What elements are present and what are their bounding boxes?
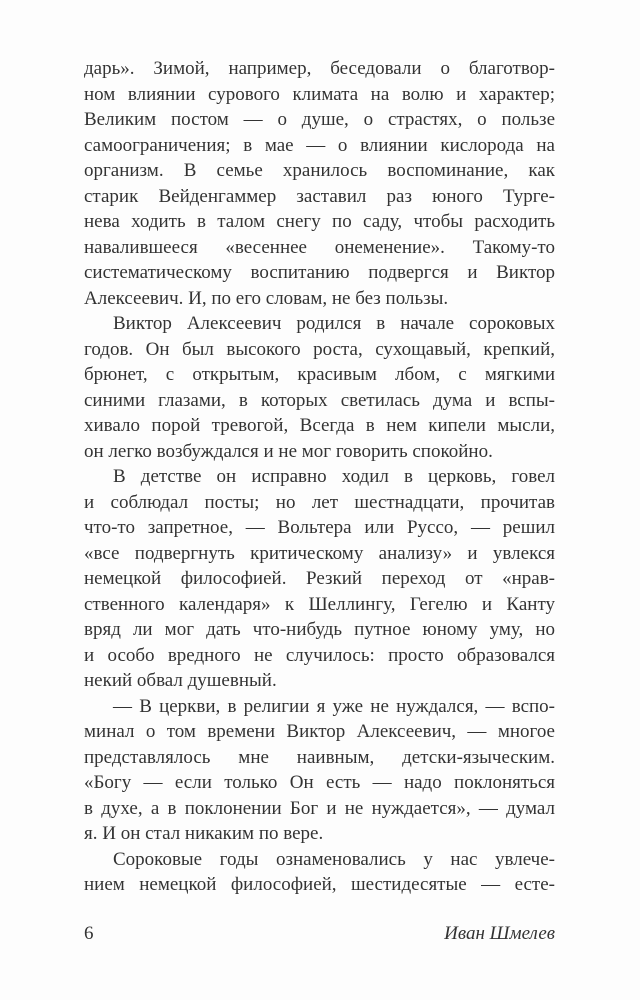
body-text (84, 56, 555, 898)
text-line: нева ходить в талом снегу по саду, чтобы расходить (84, 211, 555, 232)
text-line: дарь». Зимой, например, беседовали о благотвор- (84, 58, 555, 79)
text-line: что-то запретное, — Вольтера или Руссо, — решил (84, 517, 555, 538)
text-line: годов. Он был высокого роста, сухощавый, крепкий, (84, 338, 555, 360)
text-line: минал о том времени Виктор Алексеевич, — многое (84, 721, 555, 742)
text-line: Алексеевич. И, по его словам, не без пользы. (84, 287, 449, 309)
text-line: и особо вредного не случилось: просто образовался (84, 644, 555, 666)
text-line: он легко возбуждался и не мог говорить спокойно. (84, 440, 493, 462)
text-line: «Богу — если только Он есть — надо поклоняться (84, 772, 555, 793)
text-line: В детстве он исправно ходил в церковь, говел (113, 466, 555, 487)
text-line: некий обвал душевный. (84, 670, 277, 691)
text-line: — В церкви, в религии я уже не нуждался, — вспо- (113, 695, 555, 717)
text-line: ном влиянии сурового климата на волю и характер; (84, 83, 555, 105)
text-line: ственного календаря» к Шеллингу, Гегелю и Канту (84, 593, 555, 615)
text-line: и соблюдал посты; но лет шестнадцати, прочитав (84, 491, 555, 513)
text-line: немецкой философией. Резкий переход от «нрав- (84, 568, 555, 589)
text-line: вряд ли мог дать что-нибудь путное юному уму, но (84, 619, 555, 640)
page-number: 6 (84, 923, 94, 944)
text-line: систематическому воспитанию подвергся и Виктор (84, 262, 555, 283)
text-line: брюнет, с открытым, красивым лбом, с мягкими (84, 364, 555, 385)
text-line: самоограничения; в мае — о влиянии кислорода на (84, 134, 555, 156)
text-line: Виктор Алексеевич родился в начале сороковых (113, 313, 555, 334)
text-line: синими глазами, в которых светилась дума и вспы- (84, 389, 555, 411)
text-line: «все подвергнуть критическому анализу» и увлекся (84, 542, 555, 564)
text-line: в духе, а в поклонении Бог и не нуждается», — думал (84, 797, 555, 819)
text-line: навалившееся «весеннее онеменение». Такому-то (84, 236, 555, 258)
text-line: хивало порой тревогой, Всегда в нем кипели мысли, (84, 415, 555, 436)
text-line: Сороковые годы ознаменовались у нас увлече- (113, 848, 555, 870)
text-line: Великим постом — о душе, о страстях, о пользе (84, 109, 555, 130)
text-line: организм. В семье хранилось воспоминание, как (84, 160, 555, 181)
running-title-author: Иван Шмелев (444, 923, 555, 944)
page-footer (84, 921, 555, 947)
text-line: старик Вейденгаммер заставил раз юного Турге- (84, 185, 555, 207)
text-line: я. И он стал никаким по вере. (84, 823, 324, 844)
text-line: нием немецкой философией, шестидесятые — есте- (84, 874, 555, 895)
text-line: представлялось мне наивным, детски-языческим. (84, 746, 555, 768)
